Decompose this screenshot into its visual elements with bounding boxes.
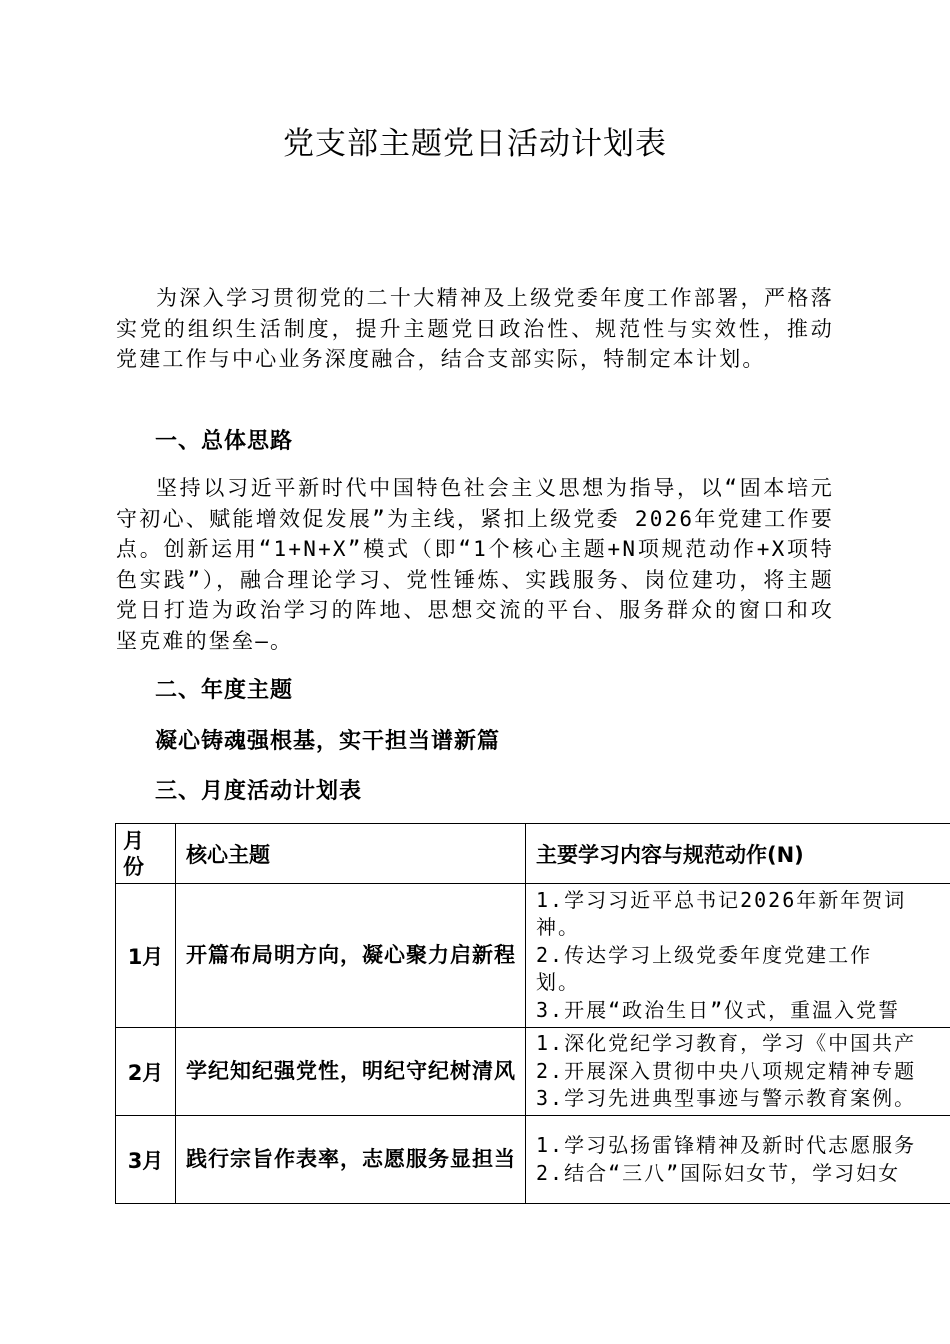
content-line: 1.学习习近平总书记2026年新年贺词 — [536, 887, 907, 912]
overall-approach-paragraph: 坚持以习近平新时代中国特色社会主义思想为指导，以“固本培元守初心、赋能增效促发展”为主线，紧扣上级党委 2026年党建工作要点。创新运用“1+N+X”模式（即“1个核心主题+N项规范动作+X项特色实践”），融合理论学习、党性锤炼、实践服务、岗位建功，将主题党日打造为政治学习的阵地、思想交流的平台、服务群众的窗口和攻坚克难的堡垒–。 — [116, 476, 834, 653]
annual-theme-text: 凝心铸魂强根基，实干担当谱新篇 — [155, 729, 501, 754]
month-cell: 2月 — [116, 1028, 176, 1116]
header-content: 主要学习内容与规范动作(N) — [526, 824, 950, 884]
content-line: 2.开展深入贯彻中央八项规定精神专题 — [536, 1058, 917, 1083]
monthly-plan-table — [115, 823, 950, 1204]
table-row — [116, 884, 950, 1028]
content-line: 2.传达学习上级党委年度党建工作 — [536, 942, 873, 967]
theme-cell: 学纪知纪强党性，明纪守纪树清风 — [176, 1028, 526, 1116]
content-line: 3.开展“政治生日”仪式，重温入党誓 — [536, 997, 901, 1022]
document-title: 党支部主题党日活动计划表 — [283, 126, 667, 162]
theme-cell: 开篇布局明方向，凝心聚力启新程 — [176, 884, 526, 1028]
intro-paragraph: 为深入学习贯彻党的二十大精神及上级党委年度工作部署，严格落实党的组织生活制度，提升主题党日政治性、规范性与实效性，推动党建工作与中心业务深度融合，结合支部实际，特制定本计划。 — [116, 286, 834, 371]
content-line: 1.学习弘扬雷锋精神及新时代志愿服务 — [536, 1133, 917, 1157]
content-line: 神。 — [536, 915, 580, 940]
month-cell: 1月 — [116, 884, 176, 1028]
table-row — [116, 1116, 950, 1204]
content-cell — [526, 884, 950, 1028]
header-month-label: 月份 — [123, 828, 144, 879]
section-heading-annual-theme: 二、年度主题 — [155, 678, 294, 703]
content-line: 1.深化党纪学习教育，学习《中国共产 — [536, 1031, 917, 1056]
month-cell: 3月 — [116, 1116, 176, 1204]
content-cell — [526, 1116, 950, 1204]
section-heading-monthly-plan: 三、月度活动计划表 — [155, 779, 363, 804]
table-row — [116, 1028, 950, 1116]
table-header-row — [116, 824, 950, 884]
header-month — [116, 824, 176, 884]
content-cell — [526, 1028, 950, 1116]
theme-cell: 践行宗旨作表率，志愿服务显担当 — [176, 1116, 526, 1204]
header-theme: 核心主题 — [176, 824, 526, 884]
content-line: 2.结合“三八”国际妇女节，学习妇女 — [536, 1160, 901, 1185]
content-line: 划。 — [536, 970, 580, 995]
section-heading-overall: 一、总体思路 — [155, 429, 294, 454]
content-line: 3.学习先进典型事迹与警示教育案例。 — [536, 1086, 917, 1111]
